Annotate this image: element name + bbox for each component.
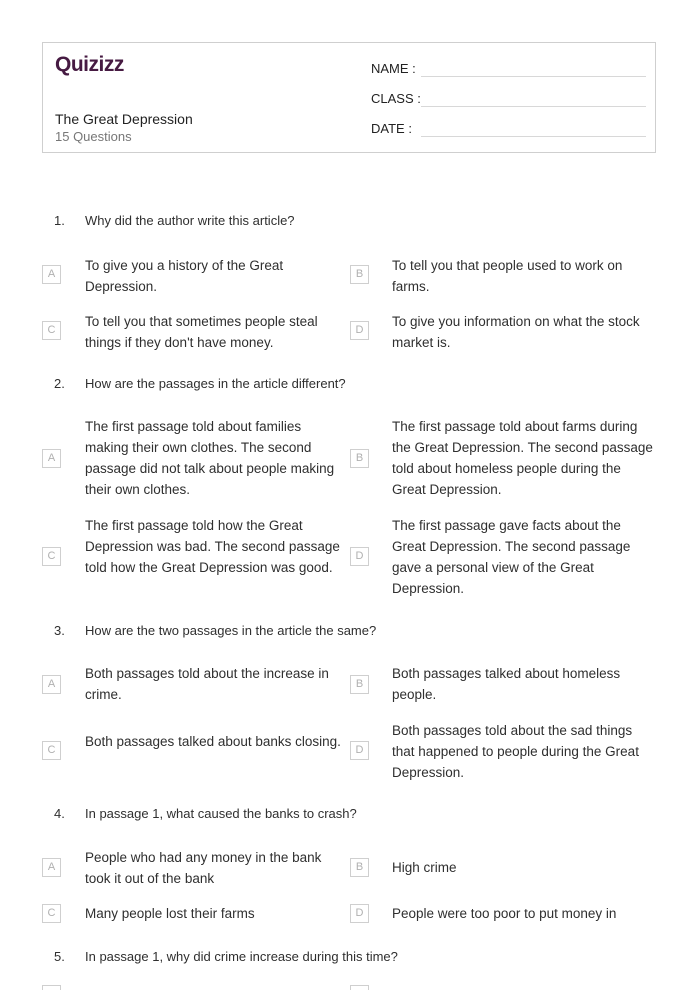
option-a-box[interactable]: A <box>42 858 61 877</box>
option-b-text: The first passage told about farms during the Great Depression. The second passage told about homeless people during the Great Depression. <box>392 419 653 497</box>
worksheet-title: The Great Depression <box>55 111 193 127</box>
date-line <box>421 136 646 137</box>
question-number: 3. <box>54 623 65 638</box>
option-a-box[interactable]: A <box>42 449 61 468</box>
class-line <box>421 106 646 107</box>
option-d-text: To give you information on what the stock market is. <box>392 314 640 350</box>
option-a-box[interactable]: A <box>42 675 61 694</box>
question-text: Why did the author write this article? <box>85 213 295 228</box>
option-d-box[interactable]: D <box>350 547 369 566</box>
option-c-box[interactable]: C <box>42 321 61 340</box>
class-label: CLASS : <box>371 91 421 106</box>
option-a-text: Both passages told about the increase in crime. <box>85 666 329 702</box>
option-d-text: The first passage gave facts about the Great Depression. The second passage gave a personal view of the Great Depression. <box>392 518 631 596</box>
option-d-text: People were too poor to put money in <box>392 906 617 921</box>
option-a-box[interactable]: A <box>42 265 61 284</box>
question-number: 4. <box>54 806 65 821</box>
option-c-text: Many people lost their farms <box>85 906 255 921</box>
option-a-box-partial <box>42 985 61 990</box>
option-c-box[interactable]: C <box>42 741 61 760</box>
option-d-box[interactable]: D <box>350 321 369 340</box>
quizizz-logo: Quizizz <box>55 53 124 76</box>
name-label: NAME : <box>371 61 416 76</box>
option-b-box[interactable]: B <box>350 265 369 284</box>
question-count: 15 Questions <box>55 129 132 144</box>
option-c-box[interactable]: C <box>42 904 61 923</box>
option-b-box[interactable]: B <box>350 858 369 877</box>
option-d-box[interactable]: D <box>350 904 369 923</box>
option-c-box[interactable]: C <box>42 547 61 566</box>
option-b-text: High crime <box>392 860 457 875</box>
option-a-text: The first passage told about families making their own clothes. The second passage did not talk about people making their own clothes. <box>85 419 335 497</box>
name-field[interactable] <box>371 61 416 76</box>
question-number: 2. <box>54 376 65 391</box>
question-text: In passage 1, why did crime increase during this time? <box>85 949 398 964</box>
option-c-text: To tell you that sometimes people steal things if they don't have money. <box>85 314 318 350</box>
name-line <box>421 76 646 77</box>
option-b-text: To tell you that people used to work on farms. <box>392 258 623 294</box>
option-a-text: To give you a history of the Great Depression. <box>85 258 284 294</box>
option-d-box[interactable]: D <box>350 741 369 760</box>
option-b-box-partial <box>350 985 369 990</box>
class-field[interactable] <box>371 91 421 106</box>
option-c-text: The first passage told how the Great Depression was bad. The second passage told how the Great Depression was good. <box>85 518 340 575</box>
question-text: How are the two passages in the article the same? <box>85 623 377 638</box>
question-number: 5. <box>54 949 65 964</box>
question-text: In passage 1, what caused the banks to crash? <box>85 806 357 821</box>
date-field[interactable] <box>371 121 412 136</box>
option-c-text: Both passages talked about banks closing. <box>85 734 341 749</box>
option-b-box[interactable]: B <box>350 675 369 694</box>
option-d-text: Both passages told about the sad things that happened to people during the Great Depression. <box>392 723 639 780</box>
worksheet-header <box>42 42 656 153</box>
option-a-text: People who had any money in the bank took it out of the bank <box>85 850 322 886</box>
option-b-text: Both passages talked about homeless people. <box>392 666 621 702</box>
question-number: 1. <box>54 213 65 228</box>
date-label: DATE : <box>371 121 412 136</box>
option-b-box[interactable]: B <box>350 449 369 468</box>
question-text: How are the passages in the article different? <box>85 376 346 391</box>
